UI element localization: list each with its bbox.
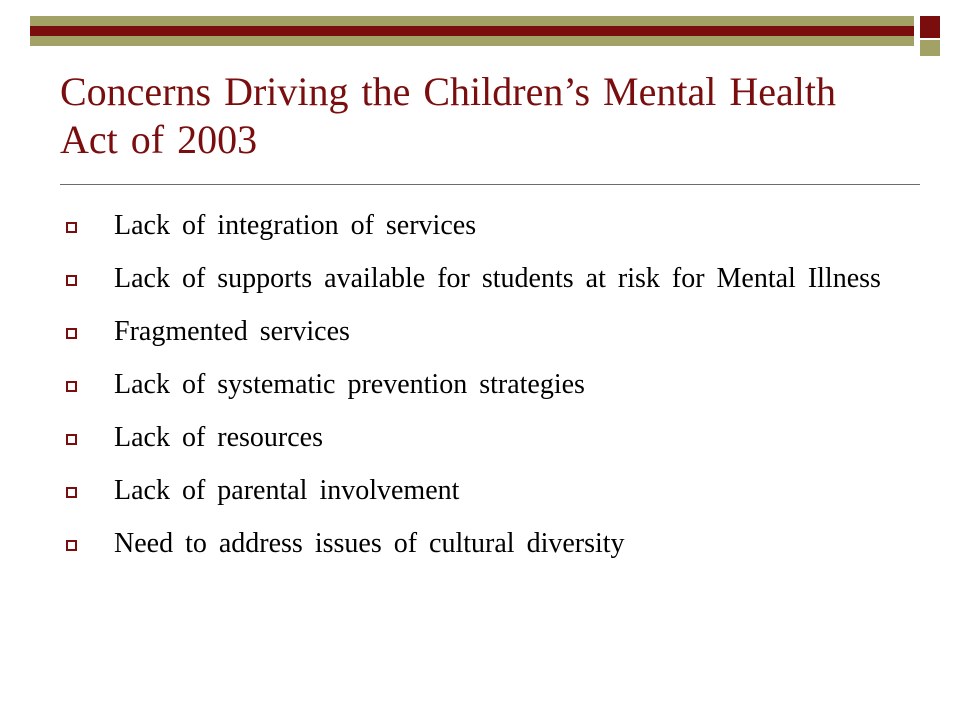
- bullet-item: [64, 367, 884, 402]
- square-bullet-icon: [66, 275, 77, 286]
- bullet-item: [64, 473, 884, 508]
- bullet-text: Lack of supports available for students at risk for Mental Illness: [114, 263, 881, 294]
- header-bar-olive-top: [30, 16, 914, 26]
- bullet-text: Lack of resources: [114, 422, 324, 453]
- square-bullet-icon: [66, 434, 77, 445]
- header-bar-olive-bottom: [30, 36, 914, 46]
- bullet-item: [64, 314, 884, 349]
- bullet-text: Lack of integration of services: [114, 210, 477, 241]
- header-bar-maroon: [30, 26, 914, 36]
- title-divider: [60, 184, 920, 185]
- bullet-text: Need to address issues of cultural diversity: [114, 528, 625, 559]
- bullet-item: [64, 261, 884, 296]
- bullet-text: Lack of parental involvement: [114, 475, 460, 506]
- bullet-item: [64, 420, 884, 455]
- bullet-text: Fragmented services: [114, 316, 350, 347]
- bullet-item: [64, 208, 884, 243]
- bullet-text: Lack of systematic prevention strategies: [114, 369, 585, 400]
- bullet-item: [64, 526, 884, 561]
- bullet-list: [64, 208, 884, 579]
- corner-block-olive: [920, 40, 940, 56]
- slide-title: Concerns Driving the Children’s Mental Health Act of 2003: [60, 69, 836, 162]
- square-bullet-icon: [66, 540, 77, 551]
- square-bullet-icon: [66, 222, 77, 233]
- square-bullet-icon: [66, 487, 77, 498]
- corner-block-maroon: [920, 16, 940, 38]
- square-bullet-icon: [66, 381, 77, 392]
- square-bullet-icon: [66, 328, 77, 339]
